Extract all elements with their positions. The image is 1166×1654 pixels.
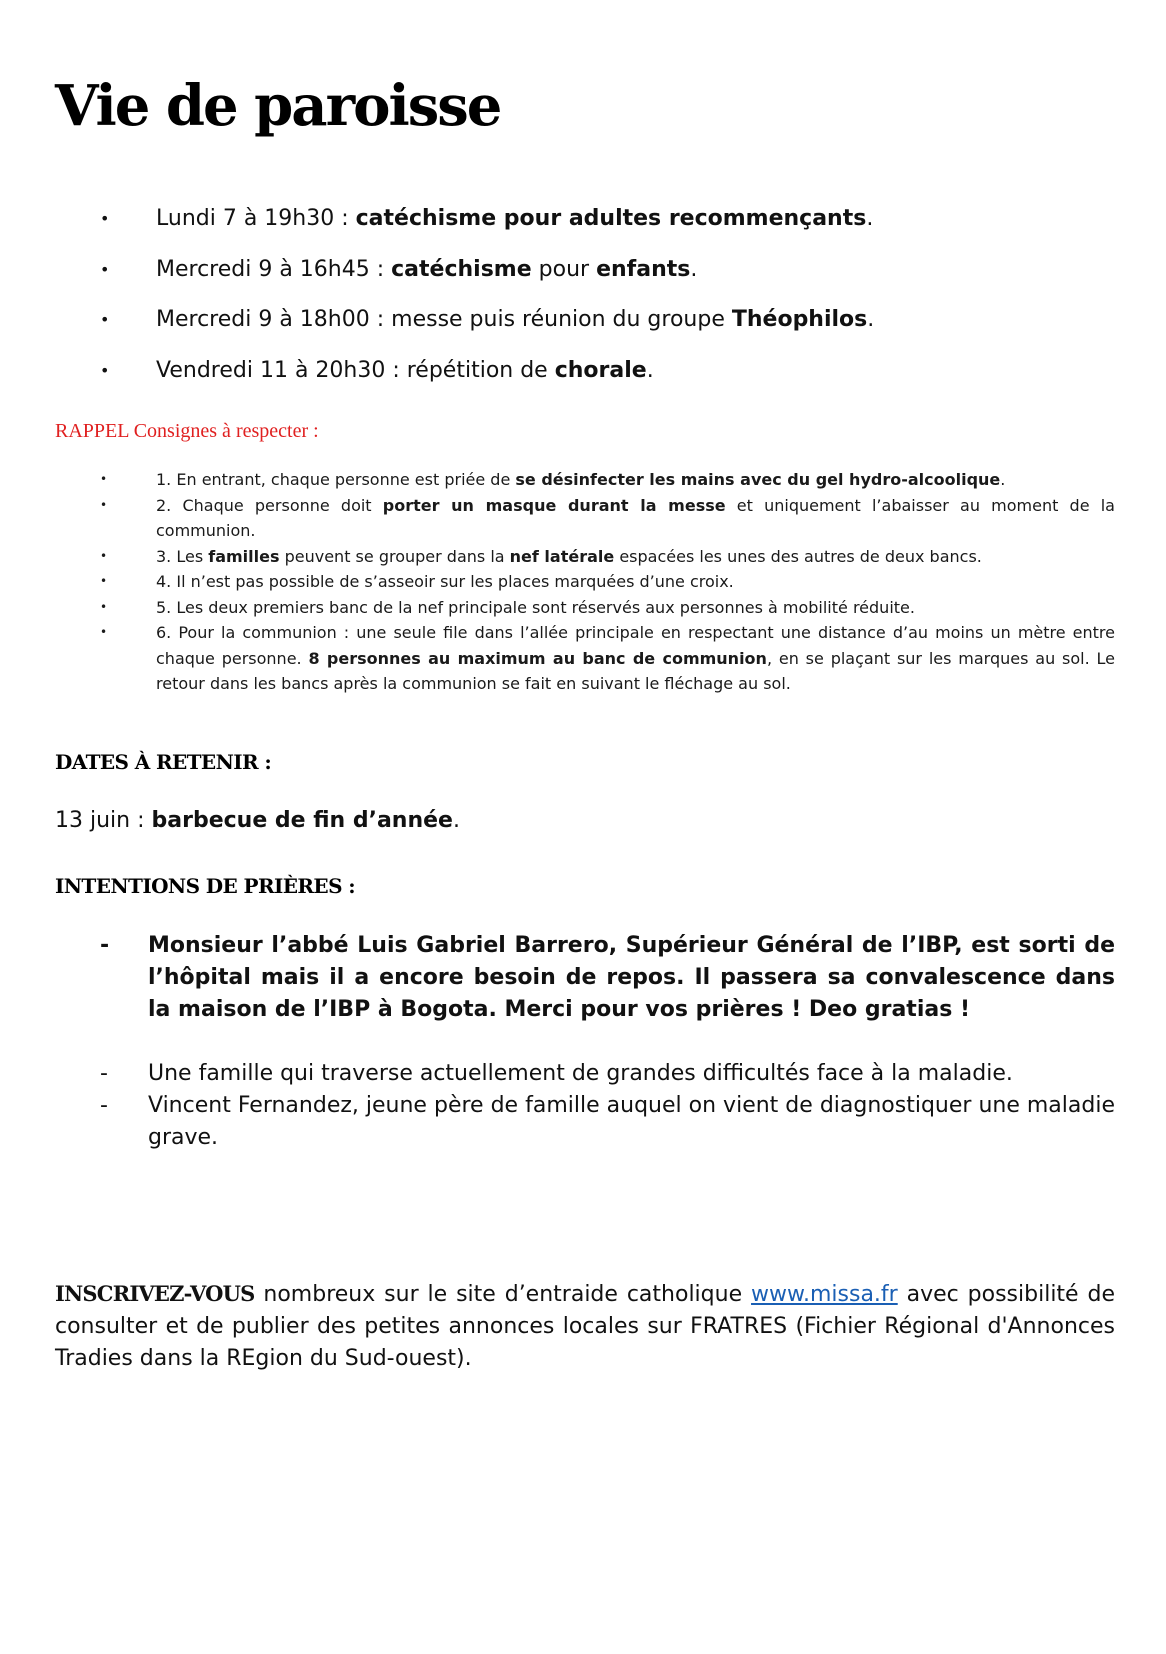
item-text: Mercredi 9 à 18h00 : messe puis réunion du groupe (156, 307, 732, 332)
item-text: Mercredi 9 à 16h45 : (156, 256, 392, 282)
item-bold: porter un masque durant la messe (382, 495, 726, 515)
intention-text: Une famille qui traverse actuellement de grandes difficultés face à la maladie. (148, 1061, 1013, 1086)
item-text: 1. En entrant, chaque personne est priée de (156, 470, 516, 489)
dash-icon: - (100, 933, 110, 958)
bullet-icon: • (100, 259, 110, 279)
page-title: Vie de paroisse (55, 73, 501, 139)
schedule-item (100, 255, 1100, 284)
item-text: pour (531, 256, 597, 282)
item-text: , en se plaçant sur les marques au sol. Le retour dans les bancs après la communion se fait en suivant le fléchage au sol. (156, 648, 1116, 693)
item-text: . (866, 206, 874, 231)
item-bold: se désinfecter les mains avec du gel hydro-alcoolique (515, 470, 1001, 489)
signup-text: avec possibilité de consulter et de publier des petites annonces locales sur FRATRES (Fichier Régional d'Annonces Tradies dans la REgion du Sud-ouest). (55, 1282, 1115, 1371)
intention-item (100, 930, 1115, 1026)
bullet-icon: • (100, 360, 110, 380)
schedule-item (100, 356, 1100, 385)
intention-text: Vincent Fernandez, jeune père de famille auquel on vient de diagnostiquer une maladie grave. (148, 1093, 1115, 1150)
signup-paragraph (55, 1278, 1115, 1375)
date-text: 13 juin : (55, 808, 152, 833)
intentions-list (100, 930, 1115, 1154)
item-text: Lundi 7 à 19h30 : (156, 206, 356, 231)
item-text: 5. Les deux premiers banc de la nef principale sont réservés aux personnes à mobilité réduite. (156, 597, 915, 617)
schedule-item (100, 204, 1100, 233)
bullet-icon: • (100, 472, 108, 486)
schedule-list (100, 204, 1100, 406)
item-bold: enfants (596, 256, 691, 282)
bullet-icon: • (100, 497, 108, 512)
item-bold: nef latérale (509, 546, 615, 566)
date-item (55, 806, 460, 836)
item-bold: catéchisme (391, 256, 532, 282)
schedule-item (100, 305, 1100, 334)
bullet-icon: • (100, 599, 108, 614)
dash-icon: - (100, 1093, 108, 1118)
signup-text: nombreux sur le site d’entraide catholique (254, 1282, 752, 1307)
item-text: . (646, 357, 654, 383)
item-text: et uniquement l’abaisser au moment de la communion. (156, 495, 1115, 540)
date-text: . (452, 808, 460, 833)
prayers-heading: INTENTIONS DE PRIÈRES : (55, 874, 356, 898)
bullet-icon: • (100, 625, 108, 639)
rule-item (100, 493, 1115, 544)
item-bold: Théophilos (731, 307, 868, 332)
item-text: 6. Pour la communion : une seule file dans l’allée principale en respectant une distance d’au moins un mètre entre chaque personne. (156, 623, 1115, 668)
bullet-icon: • (100, 574, 108, 588)
bullet-icon: • (100, 548, 108, 563)
item-text: peuvent se grouper dans la (279, 546, 510, 566)
intention-text: Monsieur l’abbé Luis Gabriel Barrero, Supérieur Général de l’IBP, est sorti de l’hôpital mais il a encore besoin de repos. Il passera sa convalescence dans la maison de l’IBP à Bogota. Merci pour vos prières ! Deo gratias ! (148, 933, 1115, 1022)
rule-item (100, 620, 1115, 697)
item-text: 4. Il n’est pas possible de s’asseoir sur les places marquées d’une croix. (156, 572, 734, 591)
item-text: Vendredi 11 à 20h30 : répétition de (156, 357, 555, 383)
item-bold: 8 personnes au maximum au banc de communion (308, 648, 767, 668)
intention-item (100, 1090, 1115, 1154)
rules-list (100, 467, 1115, 697)
dates-heading: DATES À RETENIR : (55, 750, 272, 774)
dash-icon: - (100, 1061, 108, 1086)
item-bold: familles (208, 546, 280, 566)
item-text: 3. Les (156, 546, 209, 566)
bullet-icon: • (100, 209, 110, 228)
item-bold: chorale (554, 357, 647, 383)
date-event: barbecue de fin d’année (151, 808, 453, 833)
item-text: . (867, 307, 875, 332)
item-text: . (1000, 470, 1006, 489)
rappel-heading: RAPPEL Consignes à respecter : (55, 420, 319, 442)
bullet-icon: • (100, 310, 110, 329)
item-text: . (690, 256, 698, 282)
rule-item (100, 595, 1115, 621)
item-text: espacées les unes des autres de deux bancs. (614, 546, 982, 566)
rule-item (100, 467, 1115, 493)
missa-link[interactable]: www.missa.fr (751, 1282, 898, 1307)
signup-lead: INSCRIVEZ-VOUS (55, 1281, 255, 1306)
item-text: 2. Chaque personne doit (156, 495, 383, 515)
item-bold: catéchisme pour adultes recommençants (355, 206, 867, 231)
rule-item (100, 569, 1115, 595)
intention-item (100, 1058, 1115, 1090)
rule-item (100, 544, 1115, 570)
